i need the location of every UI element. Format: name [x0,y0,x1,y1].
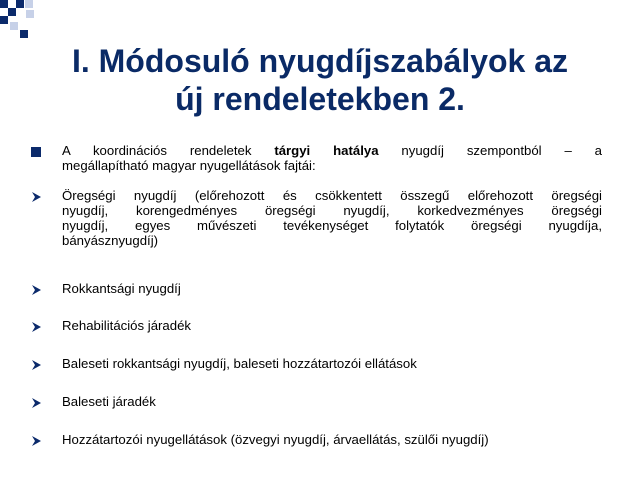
deco-square-icon [10,22,18,30]
text-fragment: nyugdíj szempontból – a [378,143,602,158]
slide-title [20,42,620,118]
list-item [30,356,602,371]
list-item-text: Baleseti rokkantsági nyugdíj, baleseti hozzátartozói ellátások [62,356,417,371]
list-item [30,394,602,409]
arrow-bullet-icon [30,357,46,373]
deco-square-icon [26,10,34,18]
text-fragment: A koordinációs rendeletek [62,143,275,158]
deco-square-icon [16,0,24,8]
list-item [30,143,602,173]
list-item-text: Baleseti járadék [62,394,156,409]
list-item-text [62,143,602,173]
list-item-line: Öregségi nyugdíj (előrehozott és csökkentett összegű előrehozott öregségi [62,188,602,203]
deco-square-icon [0,16,8,24]
list-item-line: megállapítható magyar nyugellátások fajtái: [62,158,316,173]
list-item-text [62,188,602,248]
list-item [30,281,602,296]
decorative-squares [0,0,60,40]
list-item [30,432,602,447]
arrow-bullet-icon [30,282,46,298]
list-item-line: bányásznyugdíj) [62,233,159,248]
list-item-text: Hozzátartozói nyugellátások (özvegyi nyugdíj, árvaellátás, szülői nyugdíj) [62,432,489,447]
arrow-bullet-icon [30,395,46,411]
arrow-bullet-icon [30,433,46,449]
list-item-line: nyugdíj, korengedményes öregségi nyugdíj, korkedvezményes öregségi [62,203,602,218]
slide-title-line-2: új rendeletekben 2. [175,81,465,117]
list-item-text: Rokkantsági nyugdíj [62,281,181,296]
bold-text: tárgyi hatálya [274,143,379,158]
list-item [30,188,602,248]
deco-square-icon [20,30,28,38]
list-item-line: nyugdíj, egyes művészeti tevékenységet folytatók öregségi nyugdíja, [62,218,602,233]
list-item-line [62,143,602,158]
deco-square-icon [25,0,33,8]
deco-square-icon [0,0,8,8]
deco-square-icon [8,8,16,16]
slide-title-line-1: I. Módosuló nyugdíjszabályok az [71,43,569,79]
arrow-bullet-icon [30,319,46,335]
arrow-bullet-icon [30,189,46,205]
square-bullet-icon [30,144,46,160]
list-item-text: Rehabilitációs járadék [62,318,192,333]
list-item [30,318,602,333]
